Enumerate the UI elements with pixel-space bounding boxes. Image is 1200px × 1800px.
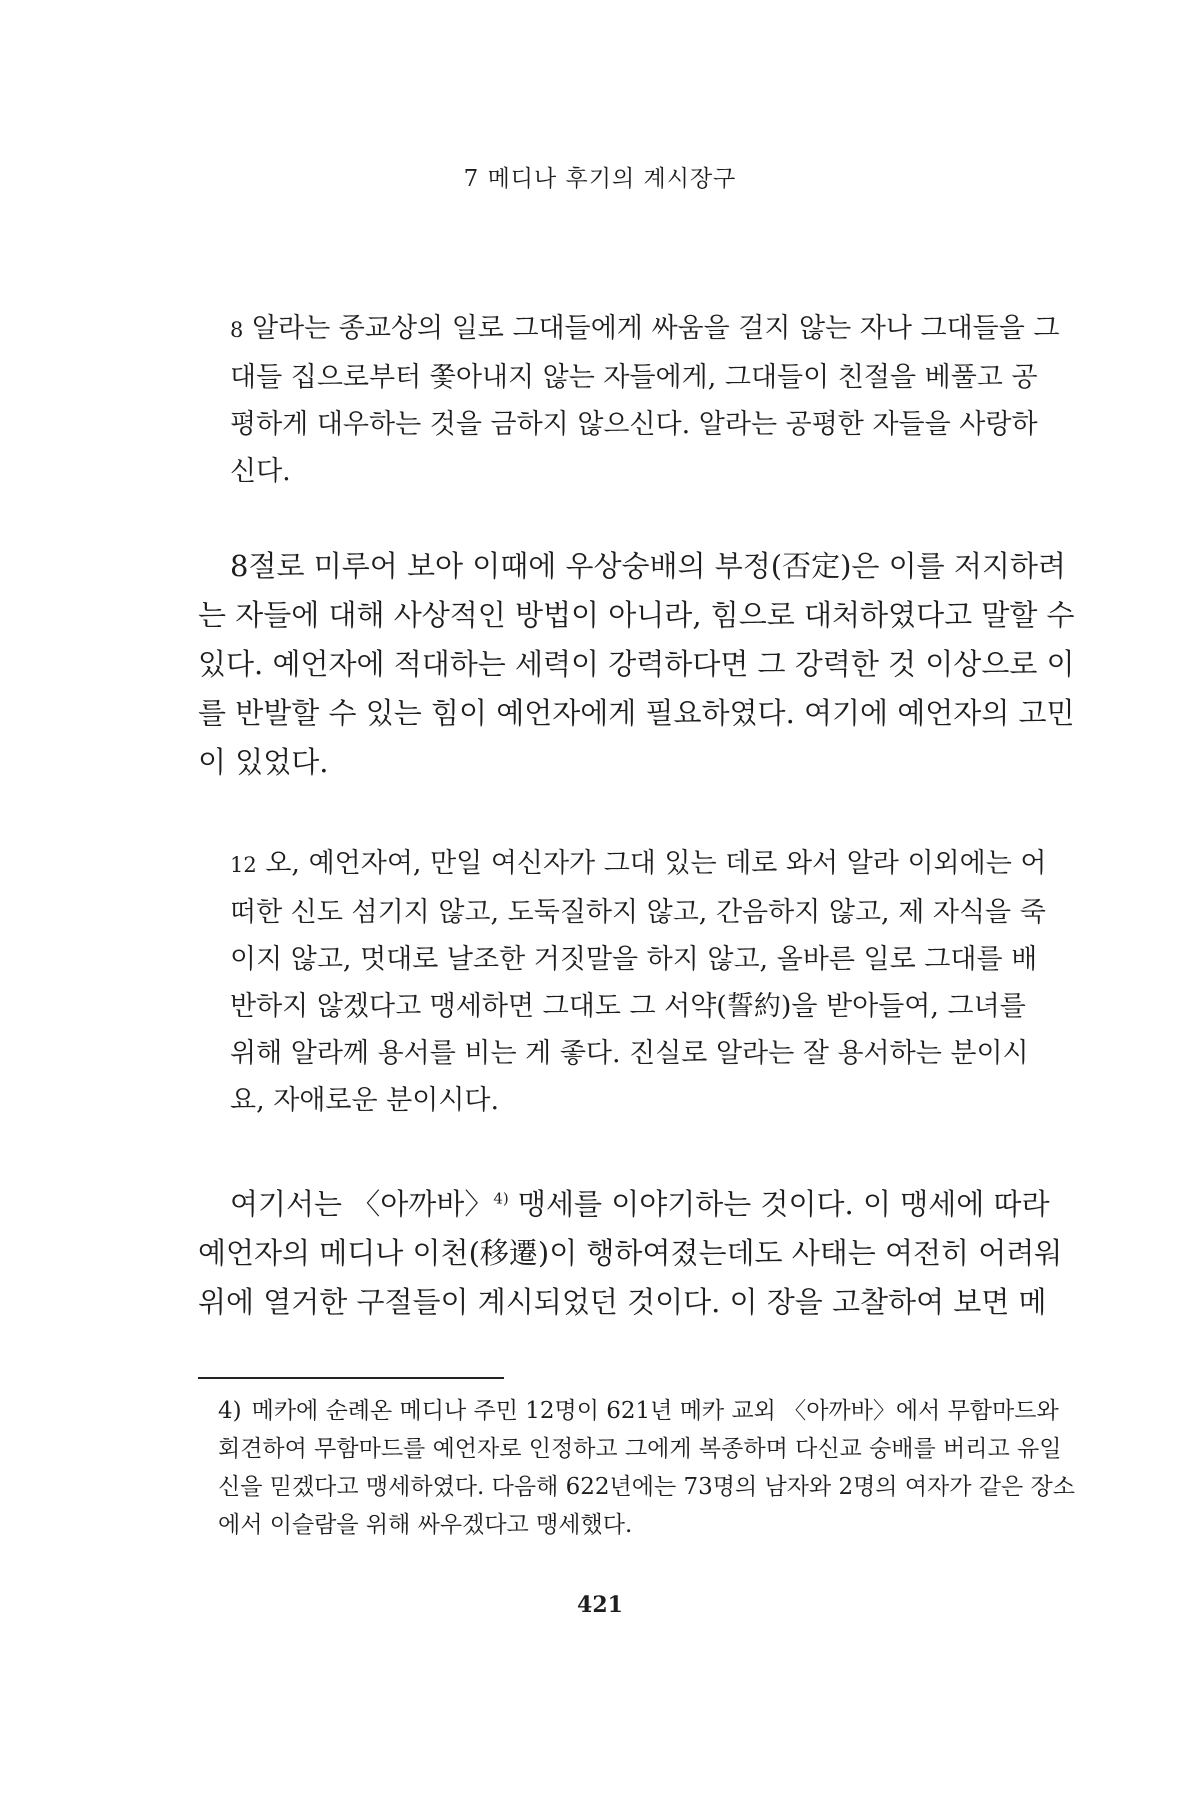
verse-number: 12 (230, 853, 257, 877)
paragraph-text-start: 여기서는 〈아까바〉 (230, 1187, 494, 1221)
paragraph-text: 8절로 미루어 보아 이때에 우상숭배의 부정(否定)은 이를 저지하려는 자들에 대해 사상적인 방법이 아니라, 힘으로 대처하였다고 말할 수 있다. 예언자에 적대하는 세력이 강력하다면 그 강력한 것 이상으로 이를 반발할 수 있는 힘이 예언자에게 필요하였다. 여기에 예언자의 고민이 있었다. (198, 549, 1075, 779)
page-number: 421 (577, 1592, 623, 1618)
verse-number: 8 (230, 318, 244, 342)
verse-text: 오, 예언자여, 만일 여신자가 그대 있는 데로 와서 알라 이외에는 어떠한 신도 섬기지 않고, 도둑질하지 않고, 간음하지 않고, 제 자식을 죽이지 않고, 멋대로 날조한 거짓말을 하지 않고, 올바른 일로 그대를 배반하지 않겠다고 맹세하면 그대도 그 서약(誓約)을 받아들여, 그녀를 위해 알라께 용서를 비는 게 좋다. 진실로 알라는 잘 용서하는 분이시요, 자애로운 분이시다. (230, 848, 1047, 1116)
paragraph-text-end: 맹세를 이야기하는 것이다. 이 맹세에 따라 예언자의 메디나 이천(移遷)이 행하여졌는데도 사태는 여전히 어려워 위에 열거한 구절들이 계시되었던 것이다. 이 장을 고찰하여 보면 메 (198, 1187, 1063, 1319)
body-paragraph-2 (198, 1180, 1076, 1327)
footnote-4 (218, 1392, 1078, 1544)
body-paragraph-1 (198, 542, 1076, 787)
running-header: 7 메디나 후기의 계시장구 (463, 166, 737, 192)
footnote-divider (198, 1377, 504, 1379)
footnote-label: 4) (218, 1398, 242, 1424)
quoted-verse-12 (230, 840, 1060, 1124)
quoted-verse-8 (230, 305, 1060, 495)
footnote-reference: 4) (493, 1189, 509, 1208)
footnote-text: 메카에 순례온 메디나 주민 12명이 621년 메카 교외 〈아까바〉에서 무함마드와 회견하여 무함마드를 예언자로 인정하고 그에게 복종하며 다신교 숭배를 버리고 유일신을 믿겠다고 맹세하였다. 다음해 622년에는 73명의 남자와 2명의 여자가 같은 장소에서 이슬람을 위해 싸우겠다고 맹세했다. (218, 1398, 1075, 1538)
verse-text: 알라는 종교상의 일로 그대들에게 싸움을 걸지 않는 자나 그대들을 그대들 집으로부터 쫓아내지 않는 자들에게, 그대들이 친절을 베풀고 공평하게 대우하는 것을 금하지 않으신다. 알라는 공평한 자들을 사랑하신다. (230, 313, 1060, 487)
